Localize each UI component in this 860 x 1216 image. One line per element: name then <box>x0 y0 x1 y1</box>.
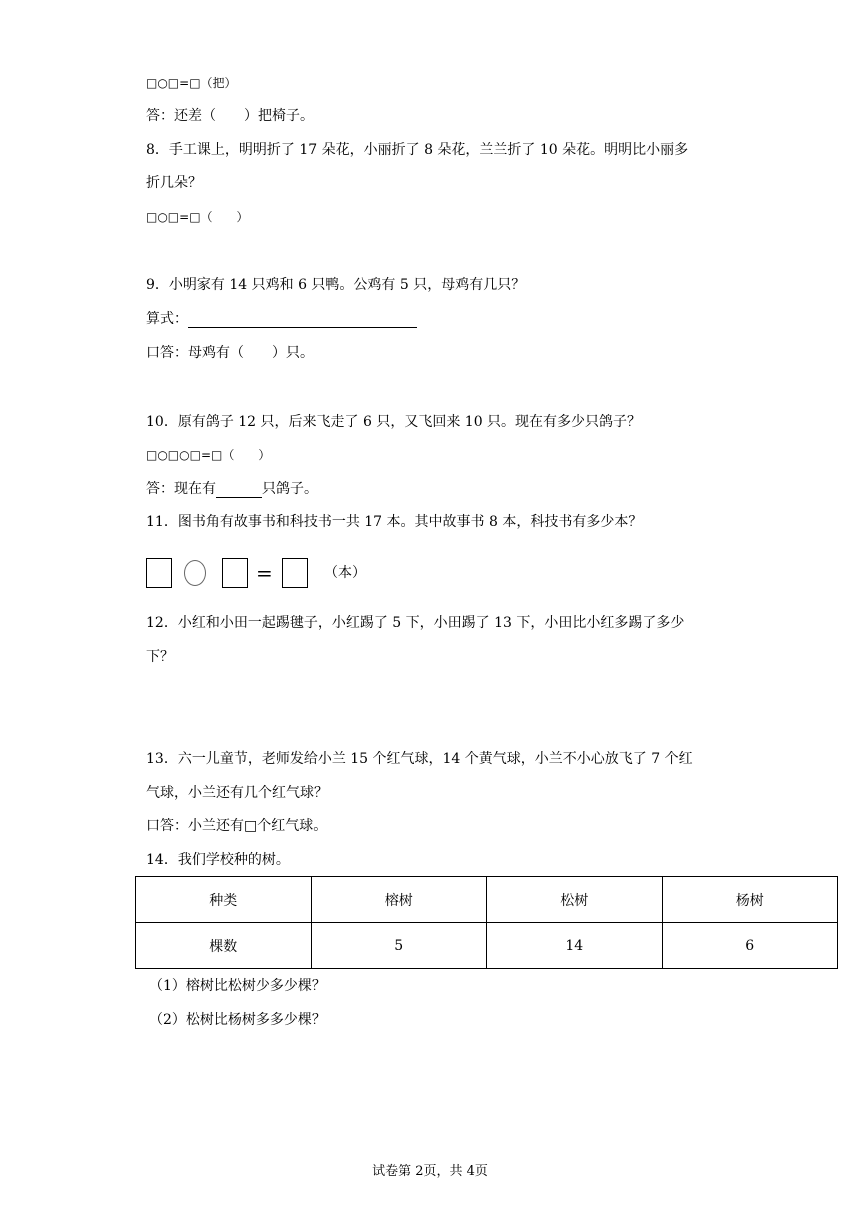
q14-question: 14．我们学校种的树。 <box>146 852 290 868</box>
table-cell: 5 <box>311 923 487 969</box>
q10-question: 10．原有鸽子 12 只，后来飞走了 6 只，又飞回来 10 只。现在有多少只鸽子？ <box>146 414 642 430</box>
q10-answer-suffix: 只鸽子。 <box>262 481 318 497</box>
q13-text-line2: 气球，小兰还有几个红气球？ <box>146 785 328 801</box>
table-cell: 6 <box>662 923 838 969</box>
q11-box-1[interactable] <box>146 558 172 588</box>
table-cell: 杨树 <box>662 877 838 923</box>
table-cell: 榕树 <box>311 877 487 923</box>
table-cell: 种类 <box>136 877 312 923</box>
q8-text-line2: 折几朵？ <box>146 175 202 191</box>
q12-text-line2: 下？ <box>146 649 174 665</box>
q10-formula: □○□○□=□（ ） <box>146 448 271 462</box>
table-header-row <box>136 877 838 923</box>
q7-formula: □○□=□（把） <box>146 76 237 90</box>
q10-answer-row <box>146 480 318 498</box>
q11-unit: （本） <box>324 565 366 581</box>
q11-operator-circle[interactable] <box>184 560 206 586</box>
q10-answer-blank[interactable] <box>216 483 262 498</box>
q9-question: 9．小明家有 14 只鸡和 6 只鸭。公鸡有 5 只，母鸡有几只？ <box>146 277 526 293</box>
tree-table <box>135 876 838 969</box>
q9-answer: 口答：母鸡有（ ）只。 <box>146 345 314 361</box>
q11-question: 11．图书角有故事书和科技书一共 17 本。其中故事书 8 本，科技书有多少本？ <box>146 514 643 530</box>
table-row <box>136 923 838 969</box>
table-cell: 14 <box>487 923 663 969</box>
q14-sub2: （2）松树比杨树多多少棵？ <box>149 1012 326 1028</box>
q9-equation-blank[interactable] <box>188 313 417 328</box>
q11-box-2[interactable] <box>222 558 248 588</box>
q13-answer: 口答：小兰还有□个红气球。 <box>146 818 328 834</box>
q11-equation-boxes <box>146 556 546 590</box>
q11-equals-sign: = <box>256 561 273 585</box>
q11-box-3[interactable] <box>282 558 308 588</box>
q8-formula: □○□=□（ ） <box>146 210 249 224</box>
q9-equation-row <box>146 310 417 328</box>
q10-answer-prefix: 答：现在有 <box>146 481 216 497</box>
table-cell: 棵数 <box>136 923 312 969</box>
q7-answer: 答：还差（ ）把椅子。 <box>146 108 314 124</box>
table-cell: 松树 <box>487 877 663 923</box>
q9-equation-label: 算式： <box>146 311 188 327</box>
q14-sub1: （1）榕树比松树少多少棵？ <box>149 978 326 994</box>
page-footer: 试卷第 2页，共 4页 <box>372 1164 488 1179</box>
q12-text-line1: 12．小红和小田一起踢毽子，小红踢了 5 下，小田踢了 13 下，小田比小红多踢了多少 <box>146 615 685 631</box>
q13-text-line1: 13．六一儿童节，老师发给小兰 15 个红气球，14 个黄气球，小兰不小心放飞了 7 个红 <box>146 751 693 767</box>
q8-text-line1: 8．手工课上，明明折了 17 朵花，小丽折了 8 朵花，兰兰折了 10 朵花。明明比小丽多 <box>146 142 689 158</box>
